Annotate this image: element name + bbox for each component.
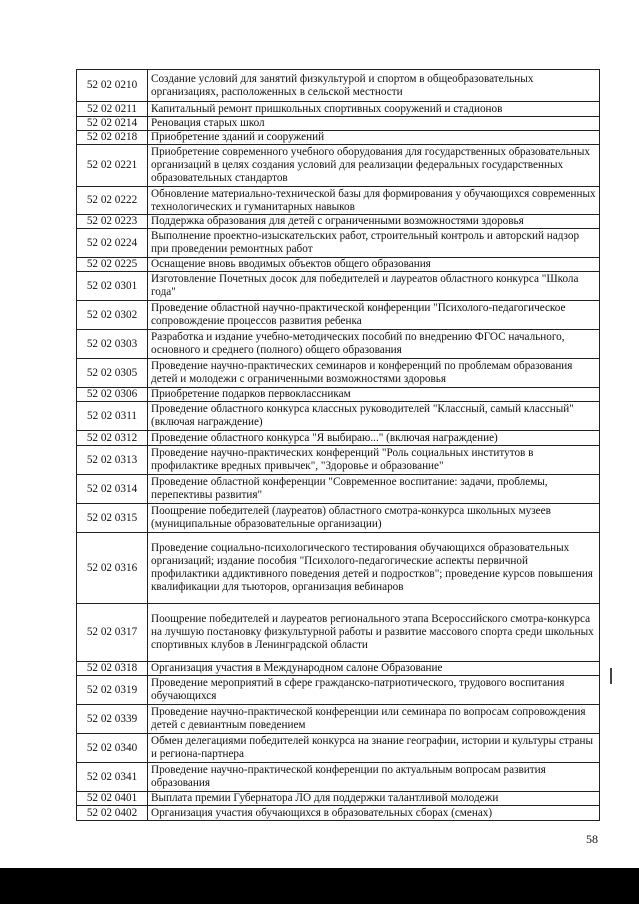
row-description: Проведение областной конференции "Современное воспитание: задачи, проблемы, перепективы развития" [148, 475, 600, 504]
row-description: Поощрение победителей и лауреатов регионального этапа Всероссийского смотра-конкурса на лучшую постановку физкультурной работы и развитие массового спорта среди школьных спортивных клубов в Ленинградской области [148, 604, 600, 662]
row-code: 52 02 0222 [77, 187, 148, 215]
row-code: 52 02 0314 [77, 475, 148, 504]
row-description: Приобретение зданий и сооружений [148, 131, 600, 145]
row-description: Проведение областного конкурса "Я выбираю..." (включая награждение) [148, 431, 600, 446]
row-description: Поощрение победителей (лауреатов) областного смотра-конкурса школьных музеев (муниципальные образовательные организации) [148, 504, 600, 533]
row-code: 52 02 0319 [77, 676, 148, 705]
row-code: 52 02 0211 [77, 102, 148, 117]
table-row [77, 806, 600, 821]
table-row [77, 431, 600, 446]
table-row [77, 475, 600, 504]
table-row [77, 131, 600, 145]
row-code: 52 02 0210 [77, 70, 148, 102]
table-row [77, 533, 600, 604]
row-description: Проведение областного конкурса классных руководителей "Классный, самый классный" (включая награждение) [148, 402, 600, 431]
table-row [77, 301, 600, 330]
row-description: Проведение мероприятий в сфере гражданско-патриотического, трудового воспитания обучающихся [148, 676, 600, 705]
row-description: Организация участия в Международном салоне Образование [148, 662, 600, 676]
row-description: Изготовление Почетных досок для победителей и лауреатов областного конкурса "Школа года" [148, 272, 600, 301]
row-description: Оснащение вновь вводимых объектов общего образования [148, 258, 600, 272]
scan-artifact [610, 668, 612, 684]
table-row [77, 145, 600, 187]
row-code: 52 02 0301 [77, 272, 148, 301]
row-code: 52 02 0224 [77, 229, 148, 258]
row-code: 52 02 0306 [77, 388, 148, 402]
row-description: Проведение научно-практических конференций "Роль социальных институтов в профилактике вредных привычек", "Здоровье и образование" [148, 446, 600, 475]
page-number: 58 [586, 832, 598, 846]
row-code: 52 02 0214 [77, 117, 148, 131]
row-description: Выполнение проектно-изыскательских работ, строительный контроль и авторский надзор при проведении ремонтных работ [148, 229, 600, 258]
row-code: 52 02 0218 [77, 131, 148, 145]
row-description: Обмен делегациями победителей конкурса на знание географии, истории и культуры страны и региона-партнера [148, 734, 600, 763]
row-description: Приобретение подарков первоклассникам [148, 388, 600, 402]
row-code: 52 02 0315 [77, 504, 148, 533]
table-row [77, 734, 600, 763]
row-description: Выплата премии Губернатора ЛО для поддержки талантливой молодежи [148, 792, 600, 806]
row-code: 52 02 0316 [77, 533, 148, 604]
row-code: 52 02 0302 [77, 301, 148, 330]
row-code: 52 02 0221 [77, 145, 148, 187]
row-code: 52 02 0305 [77, 359, 148, 388]
table-row [77, 117, 600, 131]
row-description: Организация участия обучающихся в образовательных сборах (сменах) [148, 806, 600, 821]
table-row [77, 792, 600, 806]
row-description: Разработка и издание учебно-методических пособий по внедрению ФГОС начального, основного и среднего (полного) общего образования [148, 330, 600, 359]
row-code: 52 02 0313 [77, 446, 148, 475]
budget-codes-table [76, 69, 600, 821]
row-description: Реновация старых школ [148, 117, 600, 131]
table-row [77, 402, 600, 431]
row-code: 52 02 0401 [77, 792, 148, 806]
table-row [77, 187, 600, 215]
table-row [77, 676, 600, 705]
row-description: Капитальный ремонт пришкольных спортивных сооружений и стадионов [148, 102, 600, 117]
row-code: 52 02 0318 [77, 662, 148, 676]
row-description: Проведение научно-практических семинаров и конференций по проблемам образования детей и молодежи с ограниченными возможностями здоровья [148, 359, 600, 388]
table-row [77, 102, 600, 117]
row-description: Проведение социально-психологического тестирования обучающихся образовательных организаций; издание пособия "Психолого-педагогические аспекты первичной профилактики аддиктивного поведения детей и подростков"; проведение курсов повышения квалификации для тьюторов, организация вебинаров [148, 533, 600, 604]
row-description: Проведение научно-практической конференции по актуальным вопросам развития образования [148, 763, 600, 792]
row-description: Создание условий для занятий физкультурой и спортом в общеобразовательных организациях, расположенных в сельской местности [148, 70, 600, 102]
row-description: Обновление материально-технической базы для формирования у обучающихся современных технологических и гуманитарных навыков [148, 187, 600, 215]
table-row [77, 258, 600, 272]
table-row [77, 388, 600, 402]
scan-border [0, 868, 639, 904]
row-code: 52 02 0312 [77, 431, 148, 446]
row-code: 52 02 0225 [77, 258, 148, 272]
row-description: Приобретение современного учебного оборудования для государственных образовательных организаций в целях создания условий для реализации федеральных государственных образовательных стандартов [148, 145, 600, 187]
row-code: 52 02 0402 [77, 806, 148, 821]
row-code: 52 02 0317 [77, 604, 148, 662]
row-description: Проведение научно-практической конференции или семинара по вопросам сопровождения детей с девиантным поведением [148, 705, 600, 734]
table-row [77, 215, 600, 229]
row-code: 52 02 0311 [77, 402, 148, 431]
table-row [77, 359, 600, 388]
table-row [77, 229, 600, 258]
row-code: 52 02 0303 [77, 330, 148, 359]
row-description: Проведение областной научно-практической конференции "Психолого-педагогическое сопровождение процессов развития ребенка [148, 301, 600, 330]
table-row [77, 604, 600, 662]
table-row [77, 705, 600, 734]
row-code: 52 02 0341 [77, 763, 148, 792]
table-row [77, 662, 600, 676]
row-code: 52 02 0339 [77, 705, 148, 734]
table-row [77, 446, 600, 475]
row-code: 52 02 0340 [77, 734, 148, 763]
table-row [77, 504, 600, 533]
table-row [77, 70, 600, 102]
table-row [77, 763, 600, 792]
row-description: Поддержка образования для детей с ограниченными возможностями здоровья [148, 215, 600, 229]
row-code: 52 02 0223 [77, 215, 148, 229]
table-row [77, 330, 600, 359]
table-row [77, 272, 600, 301]
